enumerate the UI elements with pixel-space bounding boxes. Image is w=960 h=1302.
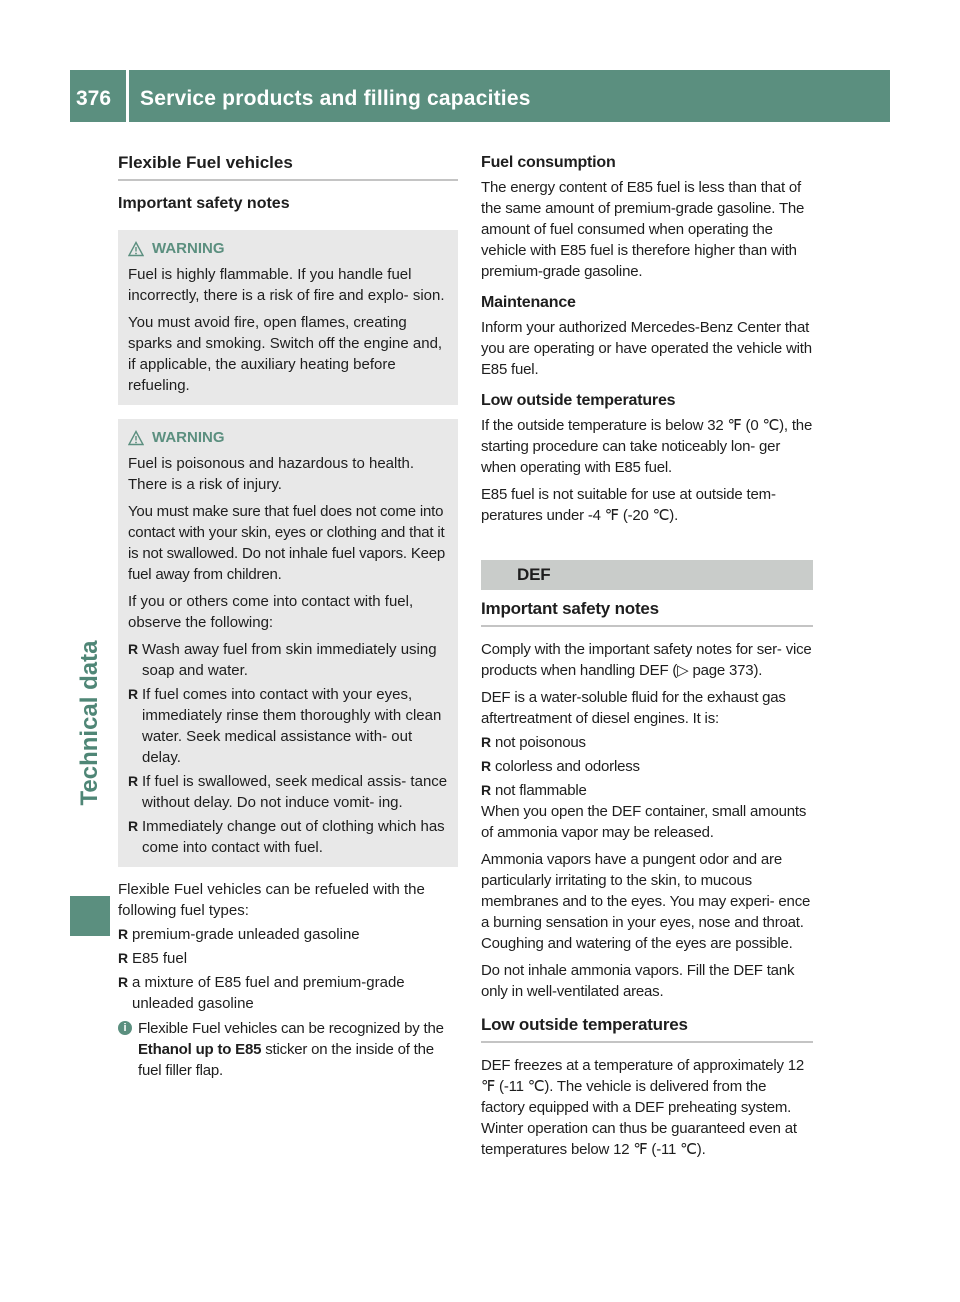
warning-box-flammable [118, 230, 458, 405]
info-icon: i [118, 1021, 132, 1035]
warning-heading [128, 427, 448, 449]
def-section-bar: DEF [481, 560, 813, 590]
fuel-consumption-text: The energy content of E85 fuel is less than that of the same amount of premium-grade gasoline. The amount of fuel consumed when operating the vehicle with E85 fuel is therefore higher than with premium-grade gasoline. [481, 179, 805, 280]
sticker-name: Ethanol up to E85 [138, 1041, 262, 1058]
def-low-temps-text: DEF freezes at a temperature of approximately 12 ℉ (-11 ℃). The vehicle is delivered from the factory equipped with a DEF preheating system. Winter operation can thus be guaranteed even at temperatures below 12 ℉ (-11 ℃). [481, 1057, 805, 1158]
section-rule [481, 625, 813, 627]
section-rule [481, 1041, 813, 1043]
warning-heading [128, 238, 448, 260]
warning-text: If you or others come into contact with fuel, observe the following: [128, 593, 414, 631]
side-tab-label: Technical data [76, 640, 103, 806]
low-temps-text: If the outside temperature is below 32 ℉ (0 ℃), the starting procedure can take noticeably lon- ger when operating with E85 fuel. [481, 417, 813, 476]
fuel-consumption-title: Fuel consumption [481, 154, 616, 171]
def-low-temps-title: Low outside temperatures [481, 1015, 688, 1034]
warning-text: You must avoid fire, open flames, creating sparks and smoking. Switch off the engine and, if applicable, the auxiliary heating before refueling. [128, 314, 443, 394]
side-tab-marker [70, 896, 110, 936]
warning-triangle-icon [128, 430, 144, 446]
def-text: When you open the DEF container, small amounts of ammonia vapor may be released. [481, 803, 807, 841]
list-item: R E85 fuel [118, 950, 188, 967]
info-note [118, 1018, 458, 1081]
page-number: 376 [76, 87, 112, 110]
section-title: Flexible Fuel vehicles [118, 153, 293, 172]
subsection-title: Important safety notes [118, 195, 290, 212]
info-text: Flexible Fuel vehicles can be recognized by the Ethanol up to E85 sticker on the inside of the fuel filler flap. [138, 1020, 444, 1079]
list-item: R Immediately change out of clothing which has come into contact with fuel. [128, 818, 445, 856]
warning-title: WARNING [152, 240, 225, 257]
warning-text: Fuel is highly flammable. If you handle fuel incorrectly, there is a risk of fire and explo- sion. [128, 266, 445, 304]
warning-triangle-icon [128, 241, 144, 257]
maintenance-text: Inform your authorized Mercedes-Benz Center that you are operating or have operated the vehicle with E85 fuel. [481, 319, 812, 378]
def-text: Comply with the important safety notes for ser- vice products when handling DEF (▷ page 373). [481, 641, 812, 679]
low-temps-text: E85 fuel is not suitable for use at outside tem- peratures under -4 ℉ (-20 ℃). [481, 486, 776, 524]
def-text: DEF is a water-soluble fluid for the exhaust gas aftertreatment of diesel engines. It is: [481, 689, 786, 727]
def-text: Do not inhale ammonia vapors. Fill the DEF tank only in well-ventilated areas. [481, 962, 795, 1000]
list-item: R colorless and odorless [481, 758, 640, 775]
warning-text: You must make sure that fuel does not come into contact with your skin, eyes or clothing and that it is not swallowed. Do not inhale fuel vapors. Keep fuel away from children. [128, 503, 446, 583]
header-divider [126, 70, 129, 122]
right-column [481, 152, 813, 1166]
maintenance-title: Maintenance [481, 294, 576, 311]
warning-text: Fuel is poisonous and hazardous to health. There is a risk of injury. [128, 455, 415, 493]
list-item: R If fuel is swallowed, seek medical assis- tance without delay. Do not induce vomit- ing. [128, 773, 448, 811]
list-item: R premium-grade unleaded gasoline [118, 926, 360, 943]
list-item: R Wash away fuel from skin immediately using soap and water. [128, 641, 437, 679]
list-item: R not poisonous [481, 734, 586, 751]
chapter-title: Service products and filling capacities [140, 87, 531, 110]
def-safety-title: Important safety notes [481, 599, 659, 618]
left-column [118, 152, 458, 1081]
def-text: Ammonia vapors have a pungent odor and are particularly irritating to the skin, to mucous membranes and to the eyes. You may experi- ence a burning sensation in your eyes, nose and throat. Coughing and watering of the eyes are possible. [481, 851, 811, 952]
list-item: R a mixture of E85 fuel and premium-grade unleaded gasoline [118, 974, 405, 1012]
list-item: R not flammable [481, 782, 587, 799]
warning-box-poisonous [118, 419, 458, 867]
low-temps-title: Low outside temperatures [481, 392, 676, 409]
section-rule [118, 179, 458, 181]
fuel-types-intro: Flexible Fuel vehicles can be refueled with the following fuel types: [118, 881, 425, 919]
warning-title: WARNING [152, 429, 225, 446]
list-item: R If fuel comes into contact with your eyes, immediately rinse them thoroughly with clean water. Seek medical assistance with- out delay. [128, 686, 442, 766]
